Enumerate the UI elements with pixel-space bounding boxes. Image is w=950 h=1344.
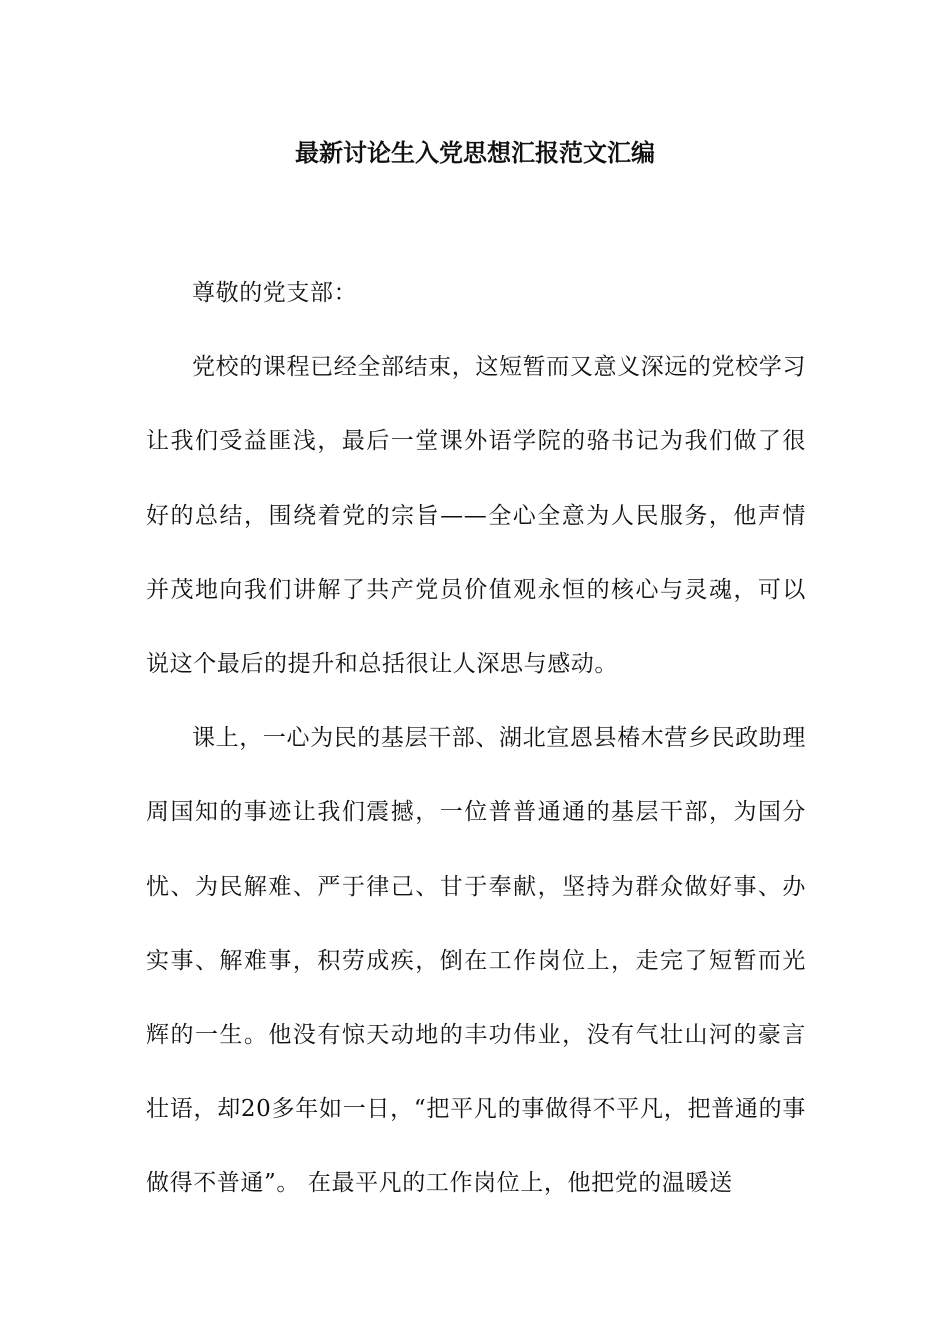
document-body (146, 256, 806, 1221)
document-title: 最新讨论生入党思想汇报范文汇编 (295, 138, 655, 167)
paragraph-1: 党校的课程已经全部结束，这短暂而又意义深远的党校学习让我们受益匪浅，最后一堂课外语学院的骆书记为我们做了很好的总结，围绕着党的宗旨——全心全意为人民服务，他声情并茂地向我们讲解了共产党员价值观永恒的核心与灵魂，可以说这个最后的提升和总括很让人深思与感动。 (146, 354, 806, 678)
salutation: 尊敬的党支部： (192, 280, 358, 306)
paragraph-2: 课上，一心为民的基层干部、湖北宣恩县椿木营乡民政助理周国知的事迹让我们震撼，一位普普通通的基层干部，为国分忧、为民解难、严于律己、甘于奉献，坚持为群众做好事、办实事、解难事，积劳成疾，倒在工作岗位上，走完了短暂而光辉的一生。他没有惊天动地的丰功伟业，没有气壮山河的豪言壮语，却20多年如一日，“把平凡的事做得不平凡，把普通的事做得不普通”。 在最平凡的工作岗位上，他把党的温暖送 (146, 725, 806, 1197)
